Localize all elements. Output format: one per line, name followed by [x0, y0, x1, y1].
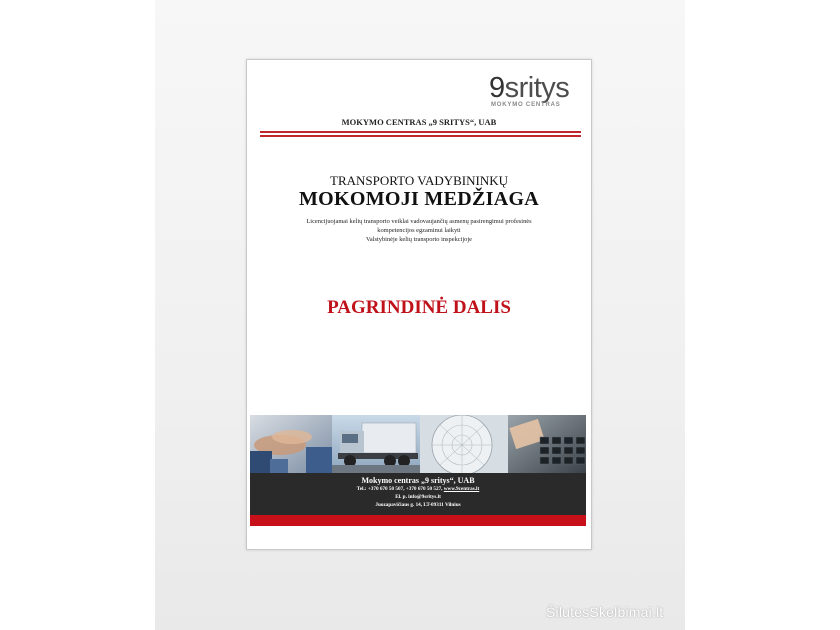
logo-number: 9	[489, 72, 505, 104]
description-line: Licencijuojamai kelių transporto veiklai vadovaujančių asmenų pasirengimui profesinės	[306, 218, 532, 225]
description-line: Valstybinėje kelių transporto inspekcijoje	[366, 236, 472, 243]
company-header: MOKYMO CENTRAS „9 SRITYS“, UAB	[341, 117, 497, 127]
watermark: ŠilutesSkelbimai.lt	[546, 604, 664, 620]
footer-phones: Tel.: +370 670 50 507, +370 670 50 527,	[356, 486, 443, 492]
footer-photo-banner	[250, 415, 586, 473]
calculator-photo	[508, 415, 586, 473]
truck-photo	[332, 415, 420, 473]
footer-email: El. p. info@9sritys.lt	[395, 494, 441, 500]
company-logo	[489, 74, 581, 110]
document-title: MOKOMOJI MEDŽIAGA	[298, 188, 540, 210]
document-description	[269, 217, 569, 244]
logo-word: sritys	[504, 72, 570, 104]
footer-company-name: Mokymo centras „9 sritys“, UAB	[361, 476, 475, 485]
part-title: PAGRINDINĖ DALIS	[327, 297, 511, 318]
description-line: kompetencijos egzaminui laikyti	[377, 227, 461, 234]
teamwork-hands-photo	[250, 415, 332, 473]
header-divider-bottom	[260, 135, 581, 137]
logo-tagline: MOKYMO CENTRAS	[491, 102, 561, 108]
header-divider-top	[260, 131, 581, 133]
document-cover-page	[246, 59, 592, 550]
footer-red-bar	[250, 515, 586, 526]
footer-contact-block	[250, 473, 586, 515]
photo-collage	[250, 415, 586, 473]
chart-disc-photo	[420, 415, 508, 473]
footer-phones-line	[250, 485, 586, 493]
footer-website-link[interactable]: www.9centras.lt	[443, 486, 480, 492]
logo-wordmark	[489, 74, 581, 103]
document-subtitle: TRANSPORTO VADYBININKŲ	[330, 173, 508, 188]
footer-address: Juozapavičiaus g. 14, LT-09311 Vilnius	[375, 502, 461, 508]
